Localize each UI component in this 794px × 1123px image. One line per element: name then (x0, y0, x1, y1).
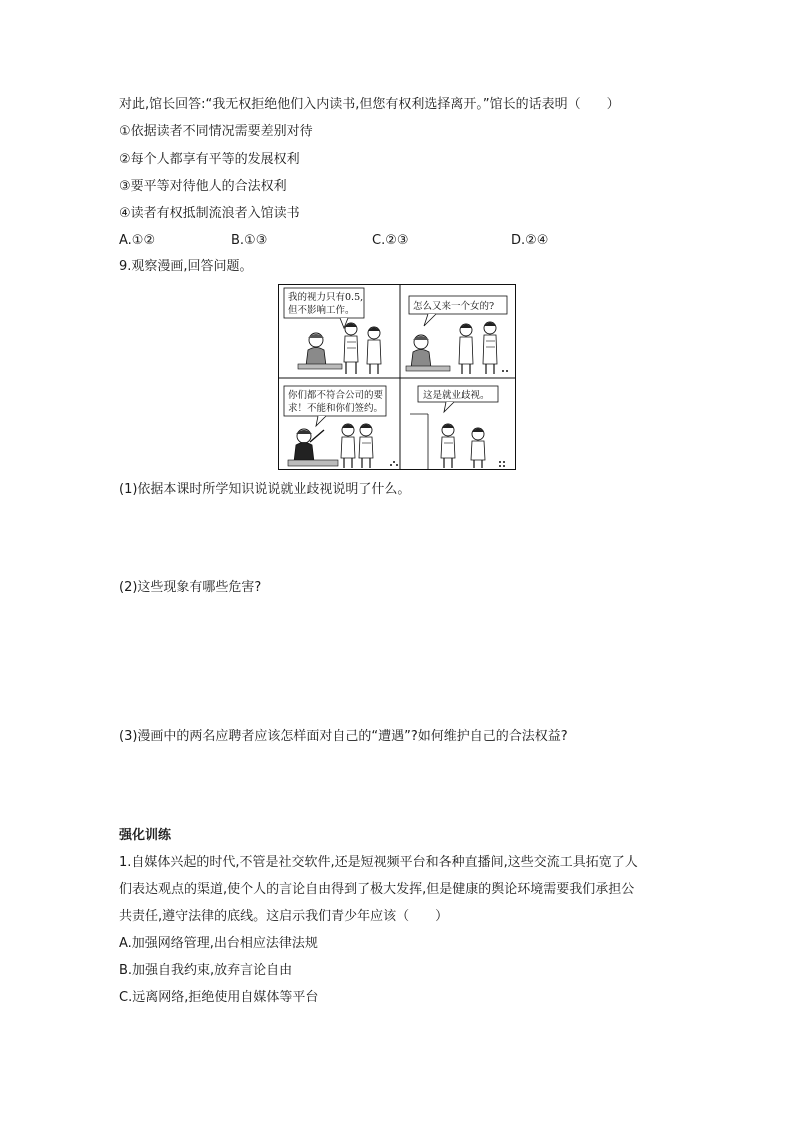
comic-strip (278, 284, 516, 470)
bubble-line: 你们都不符合公司的要 (288, 390, 384, 401)
q9-sub-1: (1)依据本课时所学知识说说就业歧视说明了什么。 (119, 482, 411, 497)
section-title: 强化训练 (119, 828, 172, 843)
q1-stem-line-1: 1.自媒体兴起的时代,不管是社交软件,还是短视频平台和各种直播间,这些交流工具拓宽了人 (119, 855, 638, 870)
q9-sub-3: (3)漫画中的两名应聘者应该怎样面对自己的“遭遇”?如何维护自己的合法权益? (119, 729, 568, 744)
q8-statement-3: ③要平等对待他人的合法权利 (119, 179, 287, 194)
q8-statement-2: ②每个人都享有平等的发展权利 (119, 152, 300, 167)
bubble-line: 怎么又来一个女的? (413, 301, 495, 312)
q8-option-b: B.①③ (231, 233, 268, 248)
q8-stem: 对此,馆长回答:“我无权拒绝他们入内读书,但您有权利选择离开。”馆长的话表明（ ） (119, 97, 620, 112)
q1-option-a: A.加强网络管理,出台相应法律法规 (119, 936, 318, 951)
q8-option-c: C.②③ (372, 233, 409, 248)
q9-sub-2: (2)这些现象有哪些危害? (119, 580, 262, 595)
q8-option-d: D.②④ (511, 233, 549, 248)
bubble-line: 我的视力只有0.5, (288, 292, 364, 303)
q1-option-b: B.加强自我约束,放弃言论自由 (119, 963, 293, 978)
q8-statement-4: ④读者有权抵制流浪者入馆读书 (119, 206, 300, 221)
q1-stem-line-2: 们表达观点的渠道,使个人的言论自由得到了极大发挥,但是健康的舆论环境需要我们承担公 (119, 882, 635, 897)
q1-option-c: C.远离网络,拒绝使用自媒体等平台 (119, 990, 319, 1005)
q1-stem-line-3: 共责任,遵守法律的底线。这启示我们青少年应该（ ） (119, 909, 449, 924)
bubble-line: 求！不能和你们签约。 (288, 403, 384, 414)
q8-statement-1: ①依据读者不同情况需要差别对待 (119, 124, 313, 139)
bubble-line: 这是就业歧视。 (423, 390, 490, 401)
q9-stem: 9.观察漫画,回答问题。 (119, 259, 253, 274)
q8-option-a: A.①② (119, 233, 156, 248)
bubble-line: 但不影响工作。 (288, 305, 355, 316)
